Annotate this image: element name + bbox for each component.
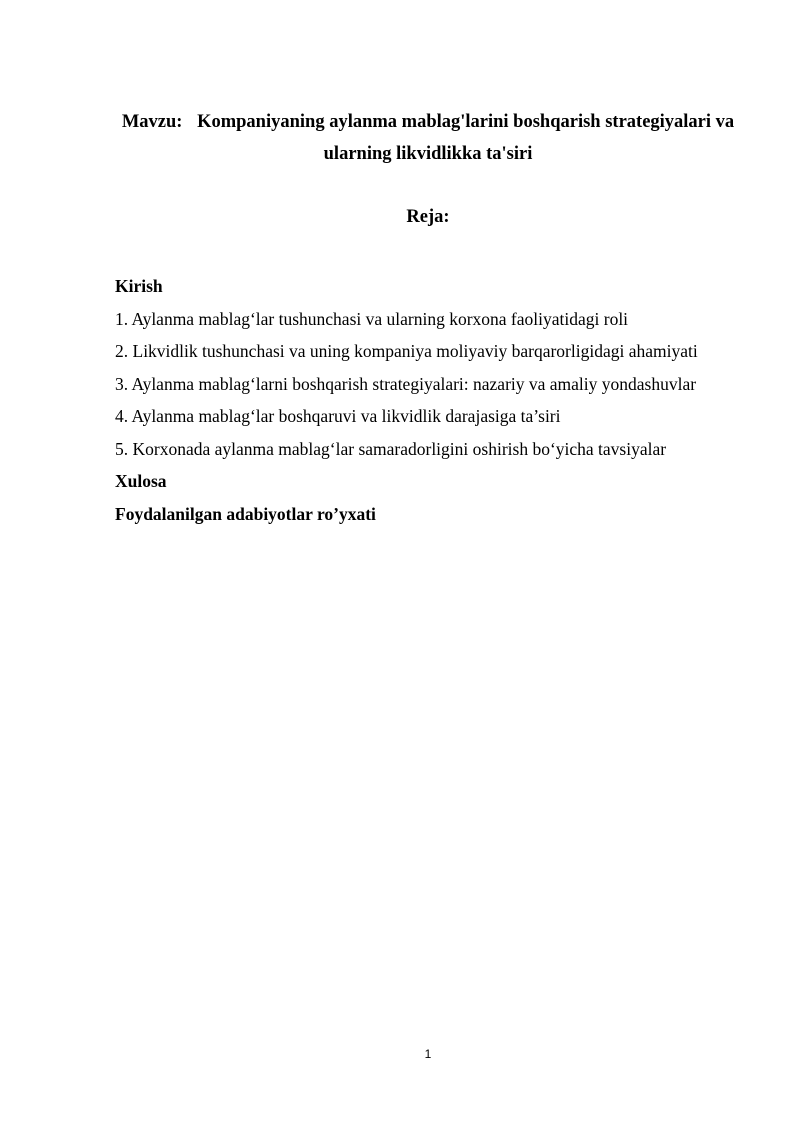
toc-item-1: 1. Aylanma mablag‘lar tushunchasi va ularning korxona faoliyatidagi roli: [115, 308, 629, 329]
toc-item-3: 3. Aylanma mablag‘larni boshqarish strategiyalari: nazariy va amaliy yondashuvlar: [115, 373, 697, 394]
title-line-1: [100, 106, 756, 138]
plan-heading: Reja:: [406, 207, 450, 227]
toc-item-5: 5. Korxonada aylanma mablag‘lar samaradorligini oshirish bo‘yicha tavsiyalar: [115, 438, 667, 459]
page-number: 1: [424, 1047, 432, 1061]
toc-conclusion: Xulosa: [115, 471, 167, 491]
title-prefix: Mavzu:: [121, 112, 183, 132]
title-text-line-2: ularning likvidlikka ta'siri: [323, 144, 533, 164]
document-title: [100, 106, 756, 170]
toc-references: Foydalanilgan adabiyotlar ro’yxati: [115, 503, 376, 524]
title-text-line-1: Kompaniyaning aylanma mablag'larini boshqarish strategiyalari va: [197, 112, 735, 132]
toc-item-2: 2. Likvidlik tushunchasi va uning kompaniya moliyaviy barqarorligidagi ahamiyati: [115, 341, 698, 361]
toc-intro: Kirish: [115, 276, 163, 296]
toc-item-4: 4. Aylanma mablag‘lar boshqaruvi va likvidlik darajasiga ta’siri: [115, 406, 561, 426]
table-of-contents: [115, 270, 765, 530]
